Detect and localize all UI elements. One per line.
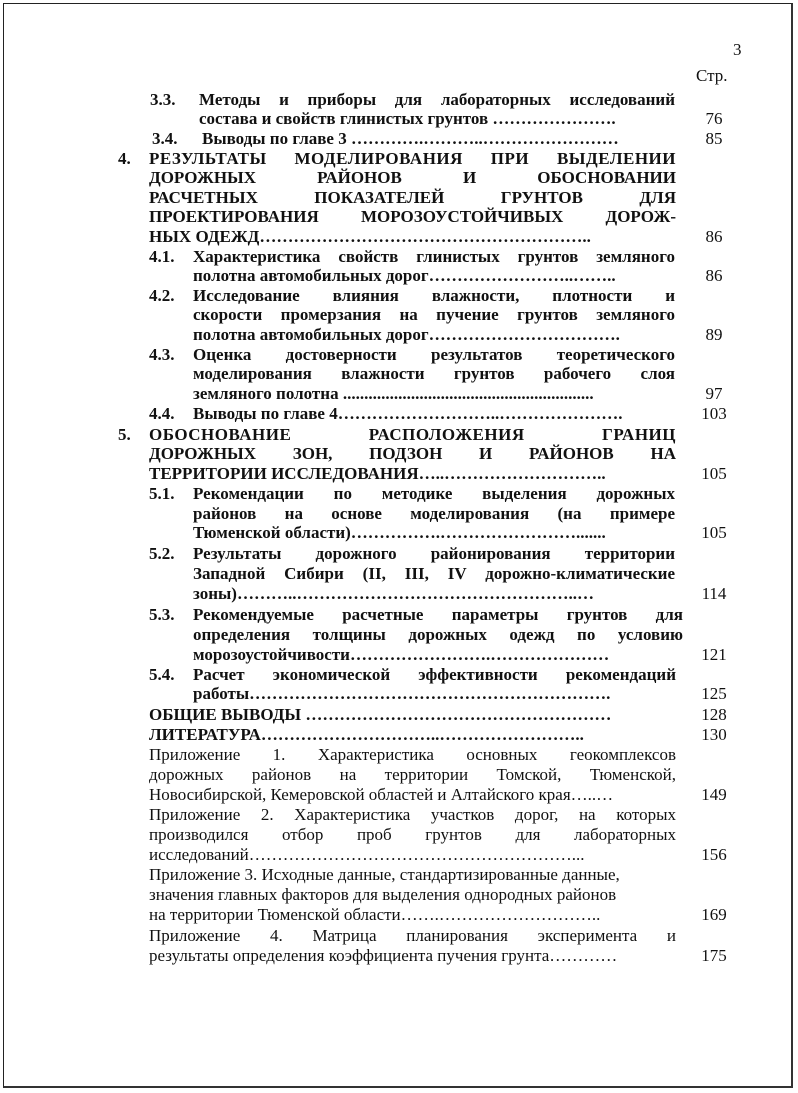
- toc-line: Рекомендуемые расчетные параметры грунтов для: [193, 605, 683, 624]
- toc-line: ОБОСНОВАНИЕ РАСПОЛОЖЕНИЯ ГРАНИЦ: [149, 425, 676, 444]
- toc-line: Методы и приборы для лабораторных исследований: [199, 90, 675, 109]
- toc-line: НЫХ ОДЕЖД…………………………………………………..: [149, 227, 591, 246]
- toc-line: дорожных районов на территории Томской, Тюменской,: [149, 765, 676, 784]
- toc-line: Характеристика свойств глинистых грунтов земляного: [193, 247, 675, 266]
- toc-line: морозоустойчивости…………………….…………………: [193, 645, 610, 664]
- toc-line: работы……………………………………………………….: [193, 684, 611, 703]
- toc-line: на территории Тюменской области…….………………………..: [149, 905, 601, 924]
- toc-number: 5.4.: [149, 665, 175, 684]
- toc-page: 85: [705, 129, 723, 148]
- toc-page: 169: [701, 905, 727, 924]
- toc-line: Приложение 1. Характеристика основных геокомплексов: [149, 745, 676, 764]
- toc-line: Выводы по главе 3 ………….………..……………………: [202, 129, 619, 148]
- toc-page: 156: [701, 845, 727, 864]
- page-number: 3: [733, 40, 742, 59]
- toc-page: 121: [701, 645, 727, 664]
- toc-line: Приложение 4. Матрица планирования эксперимента и: [149, 926, 676, 945]
- toc-page: 128: [701, 705, 727, 724]
- toc-line: районов на основе моделирования (на примере: [193, 504, 675, 523]
- toc-line: Новосибирской, Кемеровской областей и Алтайского края…..…: [149, 785, 614, 804]
- toc-page: 149: [701, 785, 727, 804]
- toc-line: ТЕРРИТОРИИ ИССЛЕДОВАНИЯ…..………………………..: [149, 464, 606, 483]
- toc-number: 4.: [118, 149, 131, 168]
- toc-line: полотна автомобильных дорог…………………………….: [193, 325, 620, 344]
- toc-line: Оценка достоверности результатов теоретического: [193, 345, 675, 364]
- toc-line: исследований…………………………………………………...: [149, 845, 585, 864]
- toc-number: 5.3.: [149, 605, 175, 624]
- toc-line: Приложение 2. Характеристика участков дорог, на которых: [149, 805, 676, 824]
- toc-number: 5.1.: [149, 484, 175, 503]
- toc-line: Расчет экономической эффективности рекомендаций: [193, 665, 676, 684]
- toc-line: зоны)………..…………………………………………..…: [193, 584, 594, 603]
- toc-line: ОБЩИЕ ВЫВОДЫ ………………………………………………: [149, 705, 612, 724]
- toc-page: 105: [701, 523, 727, 542]
- toc-line: Исследование влияния влажности, плотности и: [193, 286, 675, 305]
- toc-line: Результаты дорожного районирования территории: [193, 544, 675, 563]
- toc-line: Приложение 3. Исходные данные, стандартизированные данные,: [149, 865, 620, 884]
- toc-page: 125: [701, 684, 727, 703]
- toc-line: РАСЧЕТНЫХ ПОКАЗАТЕЛЕЙ ГРУНТОВ ДЛЯ: [149, 188, 676, 207]
- toc-line: определения толщины дорожных одежд по условию: [193, 625, 683, 644]
- toc-number: 5.: [118, 425, 131, 444]
- toc-line: полотна автомобильных дорог……………………..……..: [193, 266, 616, 285]
- toc-number: 3.4.: [152, 129, 178, 148]
- toc-line: Выводы по главе 4………………………..………………….: [193, 404, 623, 423]
- toc-line: состава и свойств глинистых грунтов ………………….: [199, 109, 616, 128]
- toc-line: результаты определения коэффициента пучения грунта…………: [149, 946, 618, 965]
- toc-page: 105: [701, 464, 727, 483]
- toc-page: 97: [705, 384, 723, 403]
- toc-page: 130: [701, 725, 727, 744]
- toc-line: РЕЗУЛЬТАТЫ МОДЕЛИРОВАНИЯ ПРИ ВЫДЕЛЕНИИ: [149, 149, 676, 168]
- toc-number: 4.2.: [149, 286, 175, 305]
- toc-number: 4.1.: [149, 247, 175, 266]
- toc-line: производился отбор проб грунтов для лабораторных: [149, 825, 676, 844]
- toc-page: 114: [701, 584, 727, 603]
- toc-line: моделирования влажности грунтов рабочего слоя: [193, 364, 675, 383]
- toc-number: 4.3.: [149, 345, 175, 364]
- page-column-header: Стр.: [696, 66, 728, 85]
- toc-line: Рекомендации по методике выделения дорожных: [193, 484, 675, 503]
- toc-page: 89: [705, 325, 723, 344]
- toc-line: ДОРОЖНЫХ РАЙОНОВ И ОБОСНОВАНИИ: [149, 168, 676, 187]
- toc-line: ДОРОЖНЫХ ЗОН, ПОДЗОН И РАЙОНОВ НА: [149, 444, 676, 463]
- toc-line: Западной Сибири (II, III, IV дорожно-климатические: [193, 564, 675, 583]
- toc-line: земляного полотна ...........................................................: [193, 384, 594, 403]
- toc-line: Тюменской области)…………….…………………….......: [193, 523, 606, 542]
- toc-line: ПРОЕКТИРОВАНИЯ МОРОЗОУСТОЙЧИВЫХ ДОРОЖ-: [149, 207, 676, 226]
- toc-page: 86: [705, 227, 723, 246]
- toc-number: 5.2.: [149, 544, 175, 563]
- toc-page: 76: [705, 109, 723, 128]
- toc-page: 86: [705, 266, 723, 285]
- toc-line: скорости промерзания на пучение грунтов земляного: [193, 305, 675, 324]
- toc-page: 175: [701, 946, 727, 965]
- toc-line: значения главных факторов для выделения однородных районов: [149, 885, 617, 904]
- toc-number: 4.4.: [149, 404, 175, 423]
- toc-line: ЛИТЕРАТУРА…………………………..……………………..: [149, 725, 584, 744]
- toc-page: 103: [701, 404, 727, 423]
- toc-number: 3.3.: [150, 90, 176, 109]
